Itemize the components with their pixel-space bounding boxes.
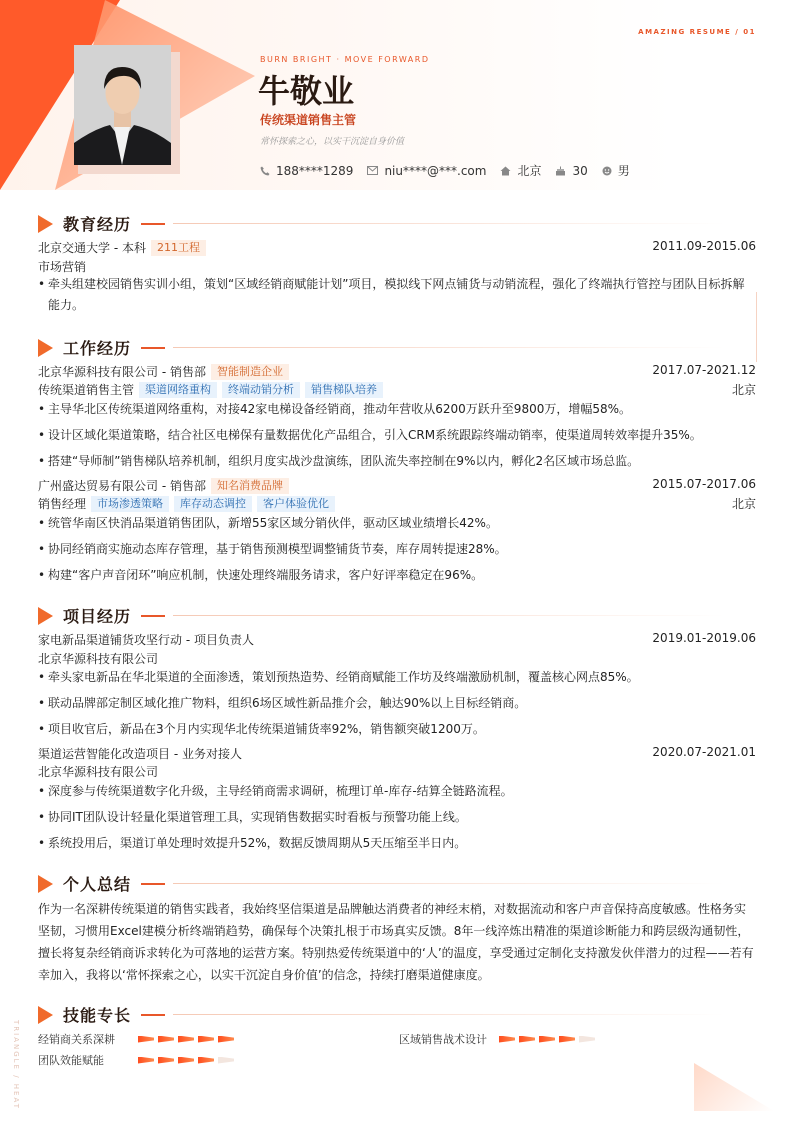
company-name: 广州盛达贸易有限公司 - 销售部 (38, 479, 206, 493)
skill-level (499, 1036, 599, 1043)
triangle-icon (38, 607, 53, 625)
major-row (38, 258, 756, 275)
skill-flag-icon (519, 1036, 535, 1043)
right-accent-line (756, 292, 757, 362)
skill-tag: 渠道网络重构 (139, 382, 217, 398)
work-title-row (38, 381, 756, 398)
section-title: 技能专长 (63, 1006, 132, 1025)
smile-icon (602, 166, 612, 176)
skill-tag: 库存动态调控 (174, 496, 252, 512)
mail-icon (367, 166, 378, 175)
skill-name: 团队效能赋能 (38, 1054, 104, 1067)
work-dates: 2017.07-2021.12 (652, 363, 756, 377)
project-dates: 2019.01-2019.06 (652, 631, 756, 645)
work-bullet: • 统管华南区快消品渠道销售团队，新增55家区域分销伙伴，驱动区域业绩增长42%。 (38, 513, 756, 534)
cake-icon (555, 166, 566, 176)
page-tag: AMAZING RESUME / 01 (638, 28, 756, 36)
section-title: 项目经历 (63, 607, 132, 626)
work-dates: 2015.07-2017.06 (652, 477, 756, 491)
work-bullet: • 协同经销商实施动态库存管理，基于销售预测模型调整铺货节奏，库存周转提速28%。 (38, 539, 756, 560)
skill-flag-icon (138, 1036, 154, 1043)
triangle-icon (38, 1006, 53, 1024)
contact-gender: 男 (602, 162, 630, 179)
work-bullet: • 主导华北区传统渠道网络重构，对接42家电梯设备经销商，推动年营收从6200万跃升至9800万，增幅58%。 (38, 399, 756, 420)
contact-info (260, 162, 630, 179)
skill-name: 区域销售战术设计 (399, 1033, 487, 1046)
company-tag: 智能制造企业 (211, 364, 289, 380)
phone-icon (260, 166, 270, 176)
company-name: 北京华源科技有限公司 - 销售部 (38, 365, 206, 379)
project-name: 渠道运营智能化改造项目 - 业务对接人 (38, 747, 242, 761)
triangle-icon (38, 215, 53, 233)
project-company-row (38, 650, 756, 667)
skill-flag-icon (218, 1036, 234, 1043)
skill-flag-icon (539, 1036, 555, 1043)
project-bullet: • 系统投用后，渠道订单处理时效提升52%，数据反馈周期从5天压缩至半日内。 (38, 833, 756, 854)
skill-flag-icon (138, 1057, 154, 1064)
project-row (38, 631, 756, 648)
skill-item (399, 1031, 599, 1047)
position-title: 销售经理 (38, 497, 87, 511)
triangle-icon (38, 875, 53, 893)
position-title: 传统渠道销售主管 (38, 383, 135, 397)
contact-city: 北京 (500, 162, 541, 179)
work-location: 北京 (731, 383, 756, 397)
skill-flag-icon (579, 1036, 595, 1043)
side-text: TRIANGLE / HEAT (12, 1020, 20, 1110)
contact-age: 30 (555, 164, 587, 178)
skill-item (38, 1052, 238, 1068)
skill-level (138, 1057, 238, 1064)
company-tag: 知名消费品牌 (211, 478, 289, 494)
job-title: 传统渠道销售主管 (260, 113, 357, 127)
work-bullet: • 构建“客户声音闭环”响应机制，快速处理终端服务请求，客户好评率稳定在96%。 (38, 565, 756, 586)
major: 市场营销 (38, 260, 87, 274)
work-bullet: • 搭建“导师制”销售梯队培养机制，组织月度实战沙盘演练，团队流失率控制在9%以内，孵化2名区域市场总监。 (38, 451, 756, 472)
section-title: 个人总结 (63, 875, 132, 894)
skill-flag-icon (158, 1036, 174, 1043)
work-company-row (38, 477, 756, 494)
skill-flag-icon (178, 1036, 194, 1043)
skill-flag-icon (158, 1057, 174, 1064)
project-bullet: • 牵头家电新品在华北渠道的全面渗透，策划预热造势、经销商赋能工作坊及终端激励机制，覆盖核心网点85%。 (38, 667, 756, 688)
section-title: 教育经历 (63, 215, 132, 234)
skill-flag-icon (198, 1036, 214, 1043)
project-dates: 2020.07-2021.01 (652, 745, 756, 759)
section-education (38, 212, 725, 235)
project-company-row (38, 763, 756, 780)
skill-tag: 客户体验优化 (257, 496, 335, 512)
work-bullet: • 设计区域化渠道策略，结合社区电梯保有量数据优化产品组合，引入CRM系统跟踪终端动销率，使渠道周转效率提升35%。 (38, 425, 756, 446)
skill-tag: 销售梯队培养 (305, 382, 383, 398)
skill-name: 经销商关系深耕 (38, 1033, 115, 1046)
project-bullet: • 深度参与传统渠道数字化升级，主导经销商需求调研，梳理订单-库存-结算全链路流程。 (38, 781, 756, 802)
school-tag: 211工程 (151, 240, 206, 256)
skill-flag-icon (499, 1036, 515, 1043)
motto: 常怀探索之心，以实干沉淀自身价值 (260, 137, 405, 147)
contact-phone: 188****1289 (260, 164, 353, 178)
project-row (38, 745, 756, 762)
school-name: 北京交通大学 - 本科 (38, 241, 146, 255)
corner-triangle-decoration (694, 1063, 774, 1111)
project-bullet: • 项目收官后，新品在3个月内实现华北传统渠道铺货率92%，销售额突破1200万。 (38, 719, 756, 740)
section-projects (38, 604, 725, 627)
section-skills (38, 1003, 725, 1026)
project-company: 北京华源科技有限公司 (38, 765, 159, 779)
skill-level (138, 1036, 238, 1043)
skill-tag: 市场渗透策略 (91, 496, 169, 512)
contact-email: niu****@***.com (367, 164, 486, 178)
summary-text: 作为一名深耕传统渠道的销售实践者，我始终坚信渠道是品牌触达消费者的神经末梢，对数据流动和客户声音保持高度敏感。性格务实坚韧，习惯用Excel建模分析终端销趋势，确保每个决策扎根于市场真实反馈。8年一线淬炼出精准的渠道诊断能力和跨层级沟通韧性，擅长将复杂经销商诉求转化为可落地的运营方案。特别热爱传统渠道中的‘人’的温度，享受通过定制化支持激发伙伴潜力的过程——若有幸加入，我将以‘常怀探索之心，以实干沉淀自身价值’的信念，持续打磨渠道健康度。 (38, 902, 754, 982)
triangle-icon (38, 339, 53, 357)
skill-item (38, 1031, 238, 1047)
project-bullet: • 联动品牌部定制区域化推广物料，组织6场区域性新品推介会，触达90%以上目标经销商。 (38, 693, 756, 714)
skill-flag-icon (218, 1057, 234, 1064)
education-row (38, 239, 756, 256)
skill-tag: 终端动销分析 (222, 382, 300, 398)
skill-flag-icon (559, 1036, 575, 1043)
section-title: 工作经历 (63, 339, 132, 358)
project-name: 家电新品渠道铺货攻坚行动 - 项目负责人 (38, 633, 254, 647)
project-company: 北京华源科技有限公司 (38, 652, 159, 666)
education-bullet: • 牵头组建校园销售实训小组，策划“区域经销商赋能计划”项目，模拟线下网点铺货与动销流程，强化了终端执行管控与团队目标拆解能力。 (38, 274, 756, 316)
slogan: BURN BRIGHT · MOVE FORWARD (260, 55, 430, 64)
skill-flag-icon (178, 1057, 194, 1064)
education-dates: 2011.09-2015.06 (652, 239, 756, 253)
section-summary (38, 872, 725, 895)
work-title-row (38, 495, 756, 512)
project-bullet: • 协同IT团队设计轻量化渠道管理工具，实现销售数据实时看板与预警功能上线。 (38, 807, 756, 828)
candidate-name: 牛敬业 (258, 72, 355, 110)
work-location: 北京 (731, 497, 756, 511)
profile-photo (74, 45, 171, 165)
skill-flag-icon (198, 1057, 214, 1064)
work-company-row (38, 363, 756, 380)
section-work (38, 336, 725, 359)
home-icon (500, 166, 511, 176)
